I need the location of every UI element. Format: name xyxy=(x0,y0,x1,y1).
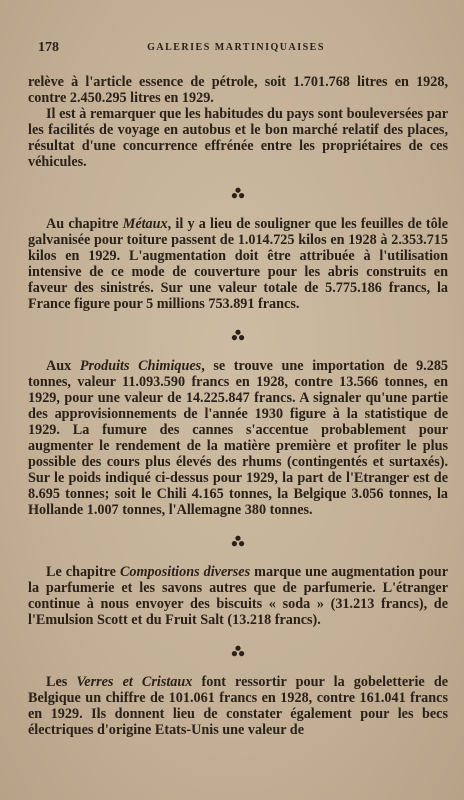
section-divider-ornament xyxy=(28,185,448,201)
chapter-name: Compositions diverses xyxy=(119,564,251,580)
chapter-name: Produits Chimiques xyxy=(79,358,202,374)
text-run: relève à l'article essence de pétrole, soit 1.701.768 litres en 1928, contre 2.450.295 litres en 1929. xyxy=(28,74,448,106)
asterism-icon xyxy=(231,329,245,341)
paragraph xyxy=(28,216,448,312)
text-run: marque une augmentation pour la parfumerie et les savons autres que de parfumerie. L'étranger continue à nous envoyer des biscuits « soda » (31.213 francs), de l'Emulsion Scott et du Fruit Salt (13.218 francs). xyxy=(28,564,448,628)
text-section xyxy=(28,674,448,738)
asterism-icon xyxy=(231,187,245,199)
paragraph xyxy=(28,106,448,170)
text-run: Aux xyxy=(46,358,80,374)
running-title: GALERIES MARTINIQUAISES xyxy=(147,42,325,53)
section-divider-ornament xyxy=(28,327,448,343)
text-run: Le chapitre xyxy=(46,564,120,580)
text-run: Au chapitre xyxy=(46,216,123,232)
text-run: , il y a lieu de souligner que les feuilles de tôle galvanisée pour toiture passent de 1.014.725 kilos en 1928 à 2.353.715 kilos en 1929. L'augmentation doit être attribuée à l'utilisation intensive de ce mode de couverture pour les abris construits en faveur des sinistrés. Sur une valeur totale de 5.775.186 francs, la France figure pour 5 millions 753.891 francs. xyxy=(28,216,448,312)
paragraph xyxy=(28,674,448,738)
text-section xyxy=(28,216,448,312)
text-run: font ressortir pour la gobeletterie de Belgique un chiffre de 101.061 francs en 1928, contre 161.041 francs en 1929. Ils donnent lieu de constater également pour les becs électriques d'origine Etats-Unis une valeur de xyxy=(28,674,449,738)
page-body xyxy=(28,74,448,738)
section-divider-ornament xyxy=(28,643,448,659)
paragraph xyxy=(28,74,448,106)
page-number: 178 xyxy=(38,40,59,55)
chapter-name: Métaux xyxy=(122,216,168,232)
paragraph xyxy=(28,564,448,628)
section-divider-ornament xyxy=(28,533,448,549)
text-section xyxy=(28,74,448,170)
page-header xyxy=(28,40,444,60)
chapter-name: Verres et Cristaux xyxy=(76,674,193,690)
text-section xyxy=(28,564,448,628)
asterism-icon xyxy=(231,535,245,547)
text-run: , se trouve une importation de 9.285 tonnes, valeur 11.093.590 francs en 1928, contre 13.566 tonnes, en 1929, pour une valeur de 14.225.847 francs. A signaler qu'une partie des approvisionnements de l'année 1930 figure à la statistique de 1929. La fumure des cannes s'accentue probablement pour augmenter le rendement de la matière première et profiter le plus possible des cours plus élevés des rhums (contingentés et surtaxés). Sur le poids indiqué ci-dessus pour 1929, la part de l'Etranger est de 8.695 tonnes; soit le Chili 4.165 tonnes, la Belgique 3.056 tonnes, la Hollande 1.007 tonnes, l'Allemagne 380 tonnes. xyxy=(28,358,449,518)
asterism-icon xyxy=(231,645,245,657)
text-run: Les xyxy=(46,674,77,690)
text-section xyxy=(28,358,448,518)
text-run: Il est à remarquer que les habitudes du pays sont bouleversées par les facilités de voyage en autobus et le bon marché relatif des places, résultat d'une concurrence effrénée entre les propriétaires de ces véhicules. xyxy=(28,106,448,170)
paragraph xyxy=(28,358,448,518)
